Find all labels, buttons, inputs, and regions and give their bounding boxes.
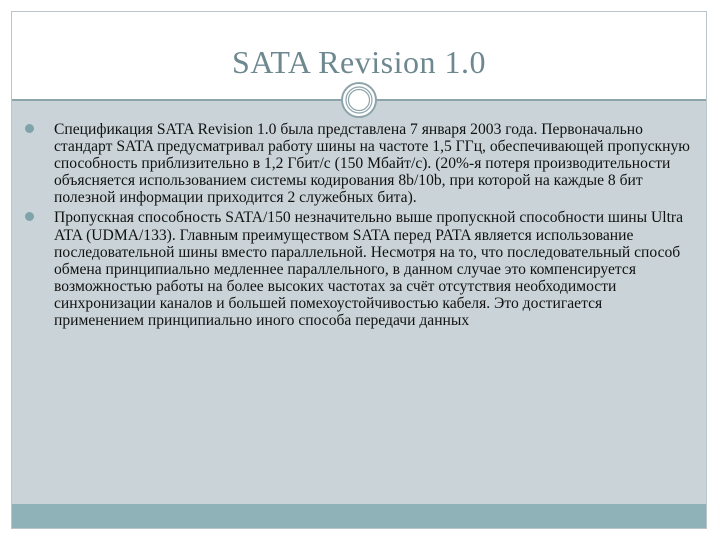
slide-title: SATA Revision 1.0 — [232, 44, 486, 80]
bullet-text: Спецификация SATA Revision 1.0 была представлена 7 января 2003 года. Первоначально стандарт SATA предусматривал работу шины на частоте 1,5 ГГц, обеспечивающей пропускную способность приблизительно в 1,2 Гбит/с (150 Мбайт/с). (20%-я потеря производительности объясняется использованием системы кодирования 8b/10b, при которой на каждые 8 бит полезной информации приходится 2 служебных бита). — [54, 121, 690, 207]
bullet-item — [22, 121, 692, 206]
bullet-text: Пропускная способность SATA/150 незначительно выше пропускной способности шины Ultra ATA (UDMA/133). Главным преимуществом SATA перед PATA является использование последовательной шины вместо параллельной. Несмотря на то, что последовательный способ обмена принципиально медленнее параллельного, в данном случае это компенсируется возможностью работы на более высоких частотах за счёт отсутствия необходимости синхронизации каналов и большей помехоустойчивостью кабеля. Это достигается применением принципиально иного способа передачи данных — [54, 209, 684, 330]
bullet-item — [22, 209, 692, 329]
bullet-dot-icon — [25, 212, 34, 221]
title-area — [12, 12, 706, 92]
footer-bar — [12, 504, 706, 528]
bullet-list — [22, 121, 692, 332]
bullet-dot-icon — [25, 124, 34, 133]
circle-ornament-icon — [340, 81, 378, 119]
